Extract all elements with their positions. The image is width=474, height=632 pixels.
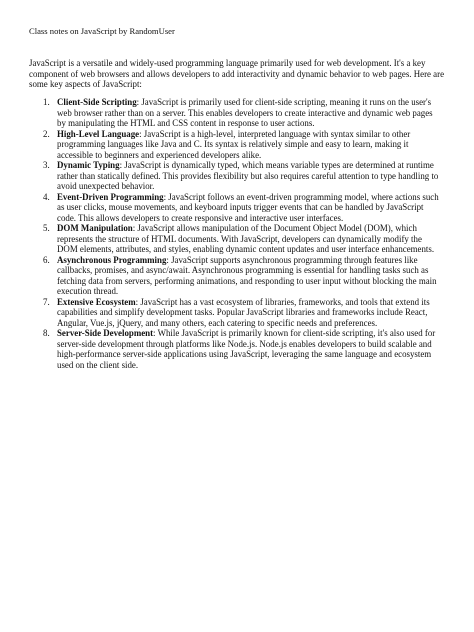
list-item-text: : While JavaScript is primarily known for client-side scripting, it's also used for server-side development through platforms like Node.js. Node.js enables developers to build scalable and high-performance server-side applications using JavaScript, leveraging the same language and ecosystem used on the client side.: [57, 328, 436, 370]
list-item: [29, 192, 443, 224]
list-item-text: : JavaScript allows manipulation of the Document Object Model (DOM), which represents the structure of HTML documents. With JavaScript, developers can dynamically modify the DOM elements, attributes, and styles, enabling dynamic content updates and user interface enhancements.: [57, 223, 435, 254]
list-item: [29, 129, 443, 161]
list-item-term: Event-Driven Programming: [57, 191, 164, 202]
list-item-term: Dynamic Typing: [57, 160, 120, 170]
list-item-text: : JavaScript is dynamically typed, which means variable types are determined at runtime rather than statically defined. This provides flexibility but also requires careful attention to type handling to avoid unexpected behavior.: [57, 160, 439, 191]
list-item-text: : JavaScript is a high-level, interpreted language with syntax similar to other programming languages like Java and C. Its syntax is relatively simple and easy to learn, making it accessible to beginners and experienced developers alike.: [57, 128, 411, 160]
list-item-number: 5.: [43, 223, 50, 233]
list-item-term: High-Level Language: [57, 128, 140, 139]
list-item: [29, 255, 443, 297]
list-item-number: 2.: [43, 128, 50, 139]
list-item-text: : JavaScript follows an event-driven programming model, where actions such as user clicks, mouse movements, and keyboard inputs trigger events that can be handled by JavaScript code. This allows developers to create responsive and interactive user interfaces.: [57, 191, 439, 223]
list-item-term: Client-Side Scripting: [57, 97, 137, 107]
list-item: [29, 97, 443, 129]
list-item: [29, 297, 443, 329]
intro-paragraph: JavaScript is a versatile and widely-used programming language primarily used for web development. It's a key component of web browsers and allows developers to add interactivity and dynamic behavior to web pages. Here are some key aspects of JavaScript:: [29, 58, 445, 89]
list-item-text: : JavaScript is primarily used for client-side scripting, meaning it runs on the user's web browser rather than on a server. This enables developers to create interactive and dynamic web pages by manipulating the HTML and CSS content in response to user actions.: [57, 97, 433, 128]
list-item-number: 7.: [43, 296, 50, 307]
list-item-text: : JavaScript supports asynchronous programming through features like callbacks, promises, and async/await. Asynchronous programming is essential for handling tasks such as fetching data from servers, performing animations, and responding to user input without blocking the main execution thread.: [57, 254, 437, 296]
list-item: [29, 160, 443, 192]
key-aspects-list: [29, 97, 443, 370]
list-item: [29, 223, 443, 255]
list-item-number: 3.: [43, 160, 50, 170]
list-item-term: Asynchronous Programming: [57, 254, 167, 265]
document-header: Class notes on JavaScript by RandomUser: [29, 26, 175, 36]
list-item-number: 6.: [43, 254, 50, 265]
list-item-term: Extensive Ecosystem: [57, 296, 136, 307]
list-item-term: Server-Side Development: [57, 328, 154, 338]
list-item-number: 8.: [43, 328, 50, 338]
list-item-text: : JavaScript has a vast ecosystem of libraries, frameworks, and tools that extend its capabilities and simplify development tasks. Popular JavaScript libraries and frameworks include React, Angular, Vue.js, jQuery, and many others, each catering to specific needs and preferences.: [57, 296, 430, 328]
list-item: [29, 328, 443, 370]
list-item-term: DOM Manipulation: [57, 223, 133, 233]
list-item-number: 4.: [43, 191, 50, 202]
list-item-number: 1.: [43, 97, 50, 107]
